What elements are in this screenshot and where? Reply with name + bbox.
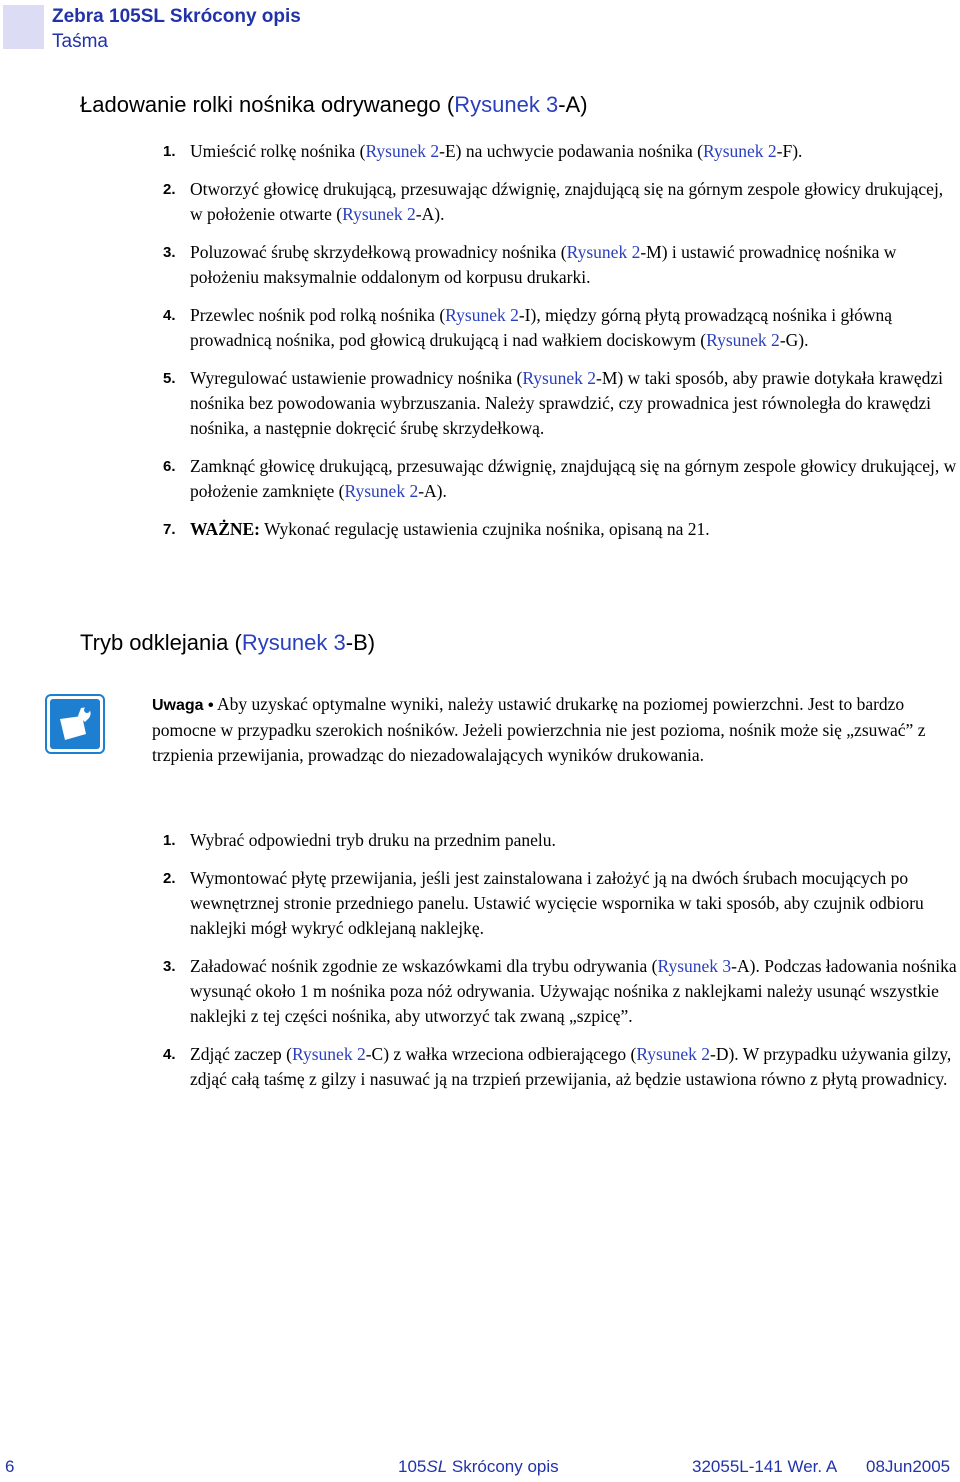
heading-text: -A)	[558, 92, 588, 117]
step-text: -A).	[418, 481, 447, 501]
list-item	[163, 954, 958, 1029]
page-number: 6	[5, 1457, 15, 1476]
step-text: -C) z wałka wrzeciona odbierającego (	[365, 1044, 637, 1064]
section2-heading	[80, 630, 375, 656]
list-item	[163, 866, 958, 941]
step-text: Przewlec nośnik pod rolką nośnika (	[190, 305, 446, 325]
header-title: Zebra 105SL Skrócony opis	[52, 6, 301, 27]
step-number: 3.	[163, 244, 176, 261]
heading-text: -B)	[345, 630, 376, 655]
step-number: 6.	[163, 458, 176, 475]
step-number: 4.	[163, 307, 176, 324]
step-text: -M) i ustawić prowadnicę nośnika w położeniu maksymalnie oddalonym od korpusu drukarki.	[190, 242, 897, 287]
figure-link[interactable]: Rysunek 2	[344, 481, 419, 501]
step-text: Wymontować płytę przewijania, jeśli jest zainstalowana i założyć ją na dwóch śrubach mocujących po wewnętrznej stronie przedniego panelu. Ustawić wycięcie wspornika w taki sposób, aby czujnik odbioru naklejki mógł wykryć odklejaną naklejkę.	[190, 868, 924, 938]
heading-text: Tryb odklejania (	[80, 630, 242, 655]
figure-link[interactable]: Rysunek 3	[454, 92, 559, 117]
figure-link[interactable]: Rysunek 2	[342, 204, 416, 224]
step-text: -A).	[415, 204, 445, 224]
step-text: Umieścić rolkę nośnika (	[190, 141, 366, 161]
step-number: 2.	[163, 181, 176, 198]
steps-list-1	[163, 139, 958, 555]
header-subtitle: Taśma	[52, 31, 108, 52]
doc-title: 105SL Skrócony opis	[398, 1457, 559, 1476]
step-number: 2.	[163, 870, 176, 887]
list-item	[163, 828, 958, 853]
important-label: WAŻNE:	[190, 519, 261, 539]
figure-link[interactable]: Rysunek 3	[241, 630, 346, 655]
figure-link[interactable]: Rysunek 2	[636, 1044, 711, 1064]
step-text: -G).	[779, 330, 809, 350]
step-text: Zdjąć zaczep (	[190, 1044, 293, 1064]
note-block	[152, 692, 952, 768]
step-number: 1.	[163, 832, 176, 849]
step-text: -E) na uchwycie podawania nośnika (	[439, 141, 703, 161]
step-text: -D). W przypadku używania gilzy, zdjąć całą taśmę z gilzy i nasuwać ją na trzpień przewijania, aż będzie ustawiona równo z płytą prowadnicy.	[190, 1044, 952, 1089]
step-text: Wykonać regulację ustawienia czujnika nośnika, opisaną na 21.	[260, 519, 710, 539]
note-text: Aby uzyskać optymalne wyniki, należy ustawić drukarkę na poziomej powierzchni. Jest to bardzo pomocne w przypadku szerokich nośników. Jeżeli powierzchnia nie jest pozioma, nośnik może się „zsuwać” z trzpienia przewijania, prowadząc do niezadowalających wyników drukowania.	[152, 694, 926, 765]
list-item	[163, 366, 958, 441]
list-item	[163, 177, 958, 227]
figure-link[interactable]: Rysunek 2	[702, 141, 777, 161]
figure-link[interactable]: Rysunek 2	[292, 1044, 366, 1064]
section1-heading	[80, 92, 588, 118]
doc-date: 08Jun2005	[866, 1457, 951, 1476]
list-item	[163, 454, 958, 504]
figure-link[interactable]: Rysunek 2	[566, 242, 641, 262]
list-item	[163, 303, 958, 353]
doc-reference: 32055L-141 Wer. A	[692, 1457, 838, 1476]
list-item	[163, 1042, 958, 1092]
figure-link[interactable]: Rysunek 2	[522, 368, 596, 388]
list-item	[163, 517, 958, 542]
header-marker	[3, 5, 44, 49]
step-text: Poluzować śrubę skrzydełkową prowadnicy nośnika (	[190, 242, 567, 262]
steps-list-2	[163, 828, 958, 1105]
step-text: -M) w taki sposób, aby prawie dotykała krawędzi nośnika bez powodowania wybrzuszania. Należy sprawdzić, czy prowadnica jest równoległa do krawędzi nośnika, a następnie dokręcić śrubę skrzydełkową.	[190, 368, 943, 438]
figure-link[interactable]: Rysunek 3	[657, 956, 732, 976]
step-text: Załadować nośnik zgodnie ze wskazówkami dla trybu odrywania (	[190, 956, 658, 976]
figure-link[interactable]: Rysunek 2	[445, 305, 519, 325]
step-number: 4.	[163, 1046, 176, 1063]
step-text: Otworzyć głowicę drukującą, przesuwając dźwignię, znajdującą się na górnym zespole głowicy drukującej, w położenie otwarte (	[190, 179, 944, 224]
step-number: 5.	[163, 370, 176, 387]
step-text: Zamknąć głowicę drukującą, przesuwając dźwignię, znajdującą się na górnym zespole głowicy drukującej, w położenie zamknięte (	[190, 456, 957, 501]
list-item	[163, 139, 958, 164]
figure-link[interactable]: Rysunek 2	[365, 141, 440, 161]
figure-link[interactable]: Rysunek 2	[706, 330, 780, 350]
step-number: 7.	[163, 521, 176, 538]
list-item	[163, 240, 958, 290]
step-number: 1.	[163, 143, 176, 160]
note-hand-icon	[45, 694, 105, 754]
heading-text: Ładowanie rolki nośnika odrywanego (	[80, 92, 455, 117]
step-text: Wyregulować ustawienie prowadnicy nośnika (	[190, 368, 523, 388]
step-number: 3.	[163, 958, 176, 975]
step-text: -F).	[776, 141, 803, 161]
note-label: Uwaga •	[152, 697, 214, 714]
step-text: Wybrać odpowiedni tryb druku na przednim panelu.	[190, 830, 556, 850]
step-text: -A). Podczas ładowania nośnika wysunąć około 1 m nośnika poza nóż odrywania. Używając nośnika z naklejkami należy usunąć wszystkie naklejki z tej części nośnika, aby utworzyć tak zwaną „szpicę”.	[190, 956, 957, 1026]
step-text: -I), między górną płytą prowadzącą nośnika i główną prowadnicą nośnika, pod głowicą drukującą i nad wałkiem dociskowym (	[190, 305, 893, 350]
